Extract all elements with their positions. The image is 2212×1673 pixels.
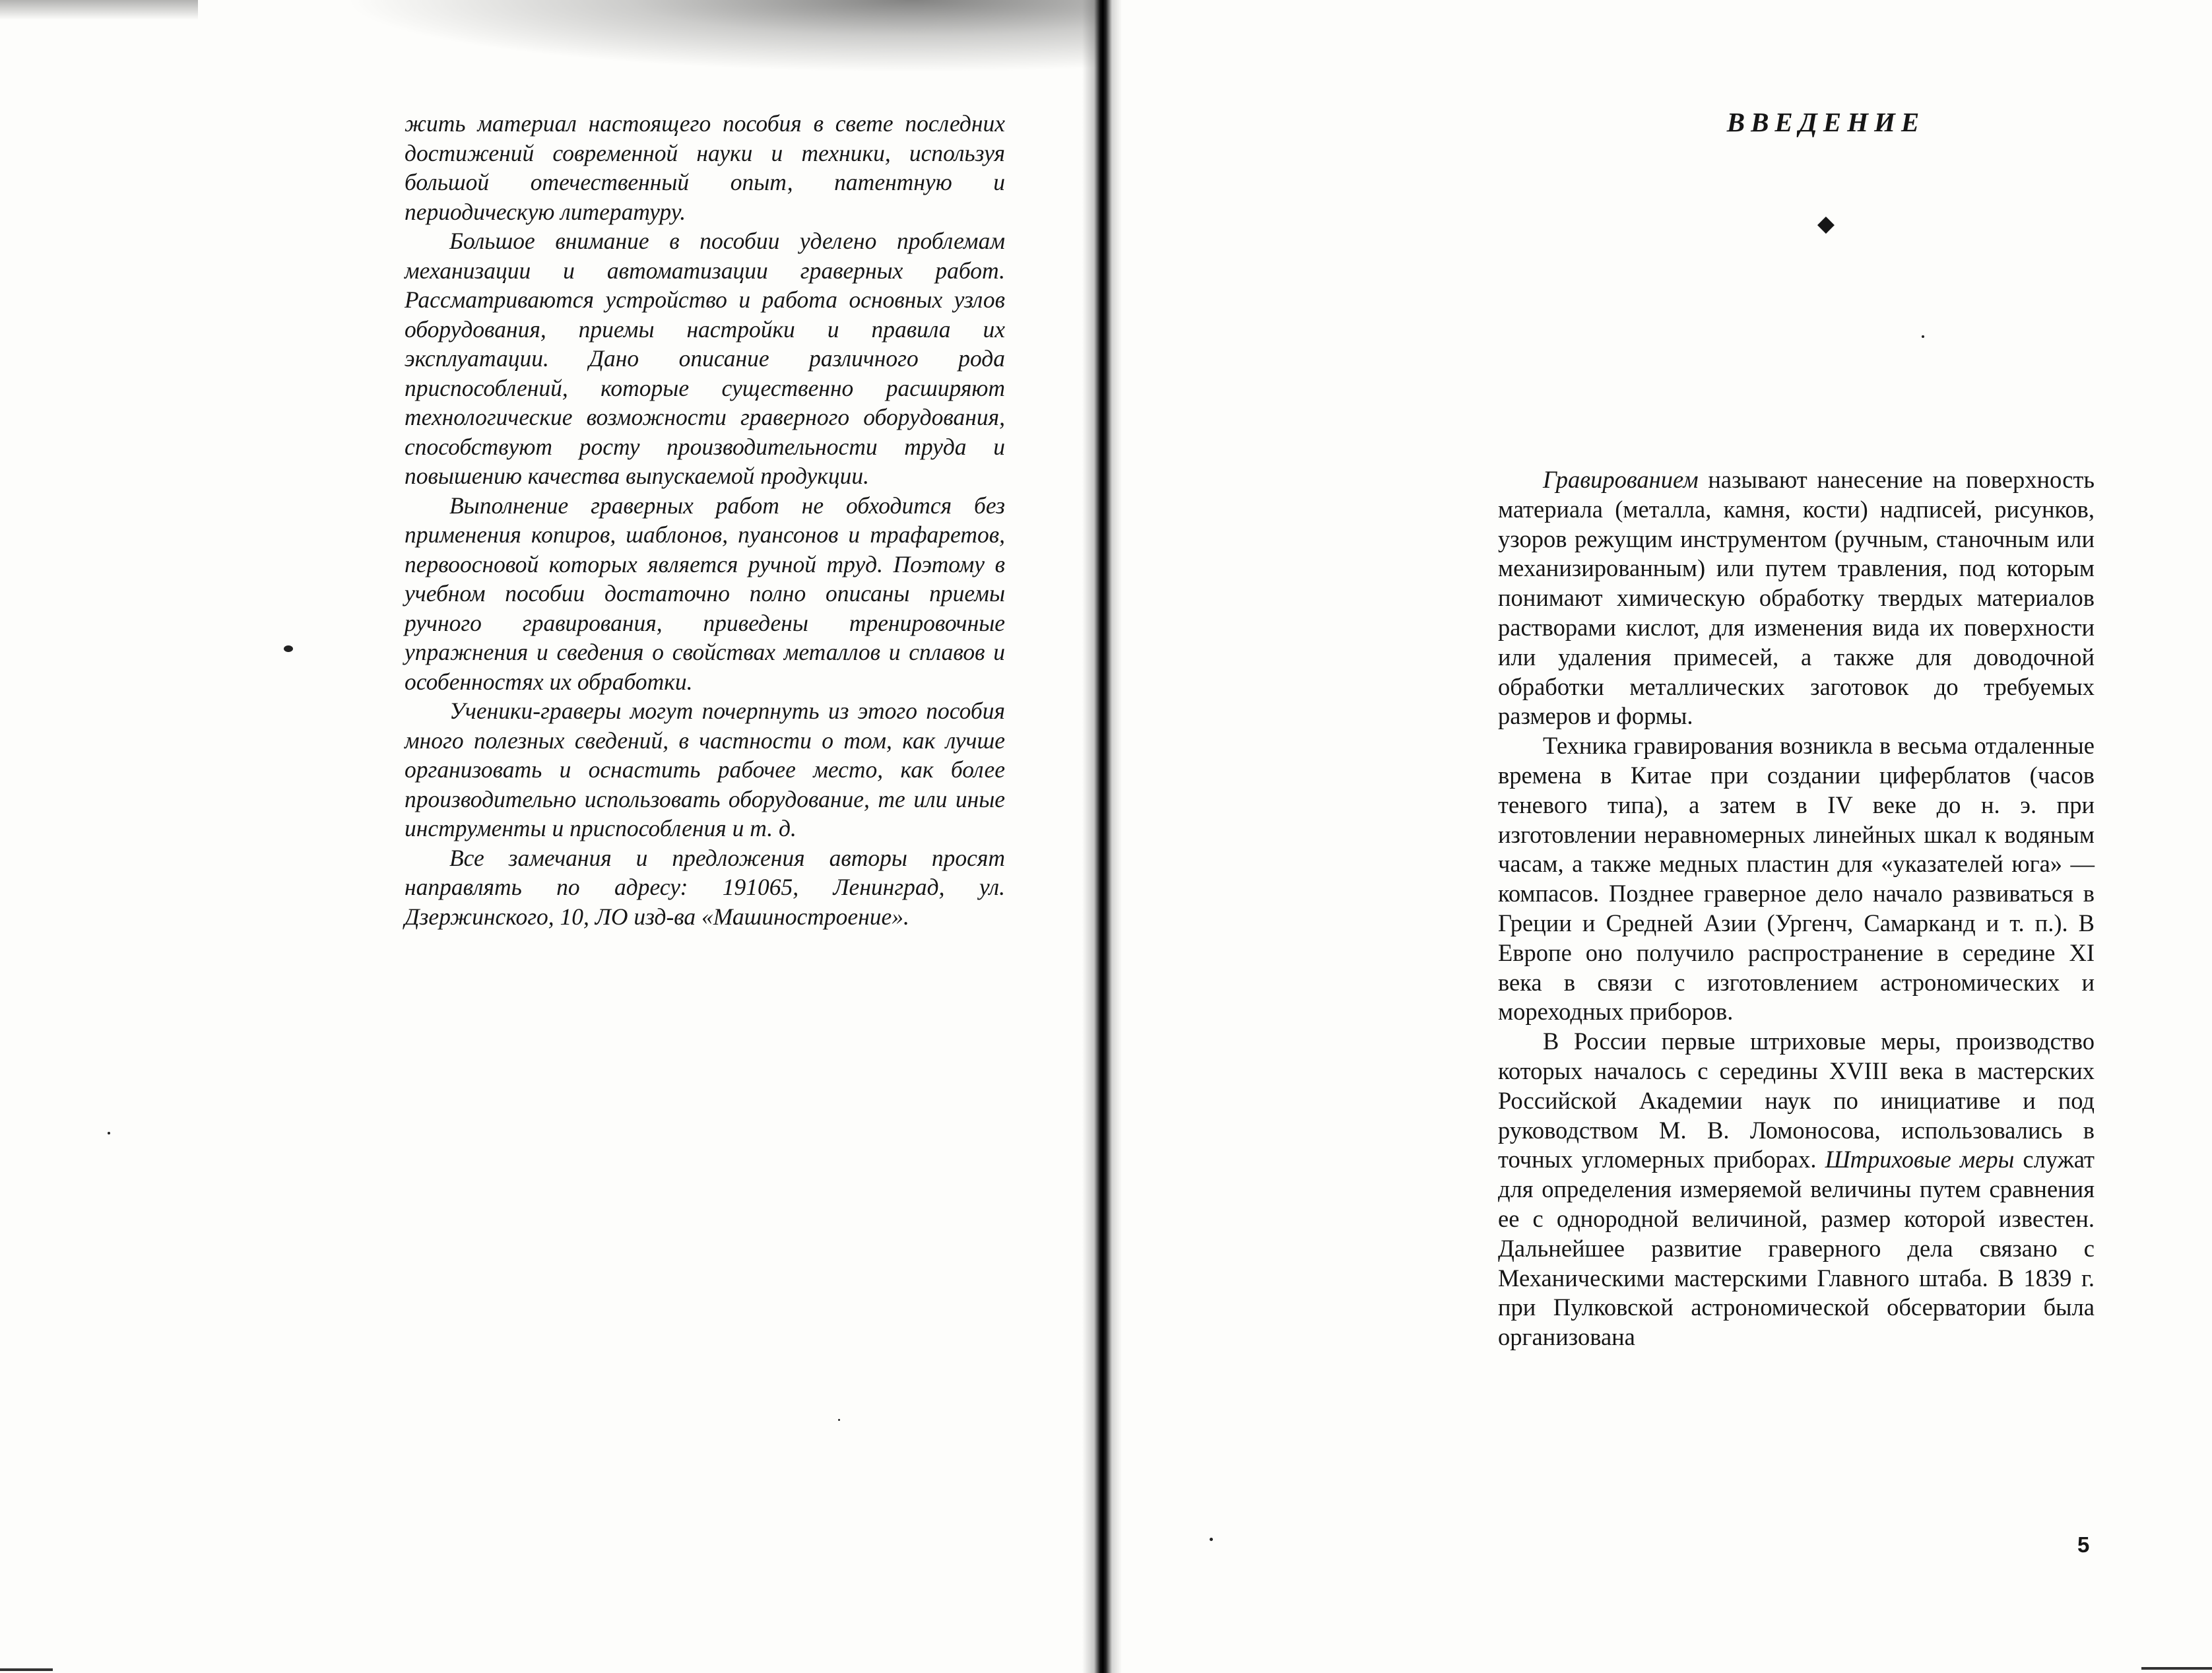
scan-smudge-corner [0, 0, 198, 20]
scan-speck [108, 1132, 110, 1134]
term-line-measures: Штриховые меры [1825, 1146, 2015, 1173]
right-paragraph-3 [1498, 1027, 2095, 1352]
scan-speck [1922, 335, 1924, 338]
right-page-text [1498, 102, 2095, 1352]
left-page-text [405, 109, 1005, 931]
left-paragraph-1: жить материал настоящего пособия в свете последних достижений современной науки и техники, используя большой отечественный опыт, патентную и периодическую литературу. [405, 110, 1005, 225]
page-number: 5 [2077, 1532, 2090, 1557]
left-paragraph-3: Выполнение граверных работ не обходится без применения копиров, шаблонов, пуансонов и трафаретов, первоосновой которых является ручной труд. Поэтому в учебном пособии достаточно полно описаны приемы ручного гравирования, приведены тренировочные упражнения и сведения о свойствах металлов и сплавов и особенностях их обработки. [405, 492, 1005, 695]
scan-speck [838, 1419, 840, 1421]
book-spine-shadow [1082, 0, 1122, 1673]
right-page-body [1498, 465, 2095, 1352]
diamond-ornament-icon: ◆ [1817, 212, 1835, 236]
left-paragraph-2: Большое внимание в пособии уделено проблемам механизации и автоматизации граверных работ. Рассматриваются устройство и работа основных узлов оборудования, приемы настройки и правила их эксплуатации. Дано описание различного рода приспособлений, которые существенно расширяют технологические возможности граверного оборудования, способствуют росту производительности труда и повышению качества выпускаемой продукции. [405, 228, 1005, 489]
left-paragraph-5: Все замечания и предложения авторы просят направлять по адресу: 191065, Ленинград, ул. Дзержинского, 10, ЛО изд-ва «Машиностроение». [405, 844, 1005, 930]
right-paragraph-1 [1498, 465, 2095, 731]
left-paragraph-4: Ученики-граверы могут почерпнуть из этого пособия много полезных сведений, в частности о том, как лучше организовать и оснастить рабочее место, как более производительно использовать оборудование, те или иные инструменты и приспособления и т. д. [405, 698, 1005, 841]
chapter-heading: ВВЕДЕНИЕ [1726, 107, 1926, 137]
right-paragraph-3-rest: служат для определения измеряемой величины путем сравнения ее с однородной величиной, размер которой известен. Дальнейшее развитие граверного дела связано с Механическими мастерскими Главного штаба. В 1839 г. при Пулковской астрономической обсерватории была организована [1498, 1146, 2095, 1351]
scan-edge-left [0, 1668, 53, 1671]
right-paragraph-3-start: В России первые штриховые меры, производство которых началось с середины XVIII века в мастерских Российской Академии наук по инициативе и под руководством М. В. Ломоносова, использовались в точных угломерных приборах. [1498, 1028, 2095, 1173]
term-engraving: Гравированием [1543, 466, 1699, 493]
scan-edge-right [2141, 1667, 2212, 1670]
scan-speck [1210, 1538, 1213, 1541]
scan-smudge [343, 0, 1102, 73]
scan-speck [284, 645, 293, 652]
right-paragraph-2: Техника гравирования возникла в весьма отдаленные времена в Китае при создании циферблатов (часов теневого типа), а затем в IV веке до н. э. при изготовлении неравномерных линейных шкал к водяным часам, а также медных пластин для «указателей юга» — компасов. Позднее граверное дело начало развиваться в Греции и Средней Азии (Ургенч, Самарканд и т. п.). В Европе оно получило распространение в середине XI века в связи с изготовлением астрономических и мореходных приборов. [1498, 732, 2095, 1026]
right-paragraph-1-text: называют нанесение на поверхность материала (металла, камня, кости) надписей, рисунков, узоров режущим инструментом (ручным, станочным или механизированным) или путем травления, под которым понимают химическую обработку твердых материалов растворами кислот, для изменения вида их поверхности или удаления примесей, а также для доводочной обработки металлических заготовок до требуемых размеров и формы. [1498, 466, 2095, 730]
